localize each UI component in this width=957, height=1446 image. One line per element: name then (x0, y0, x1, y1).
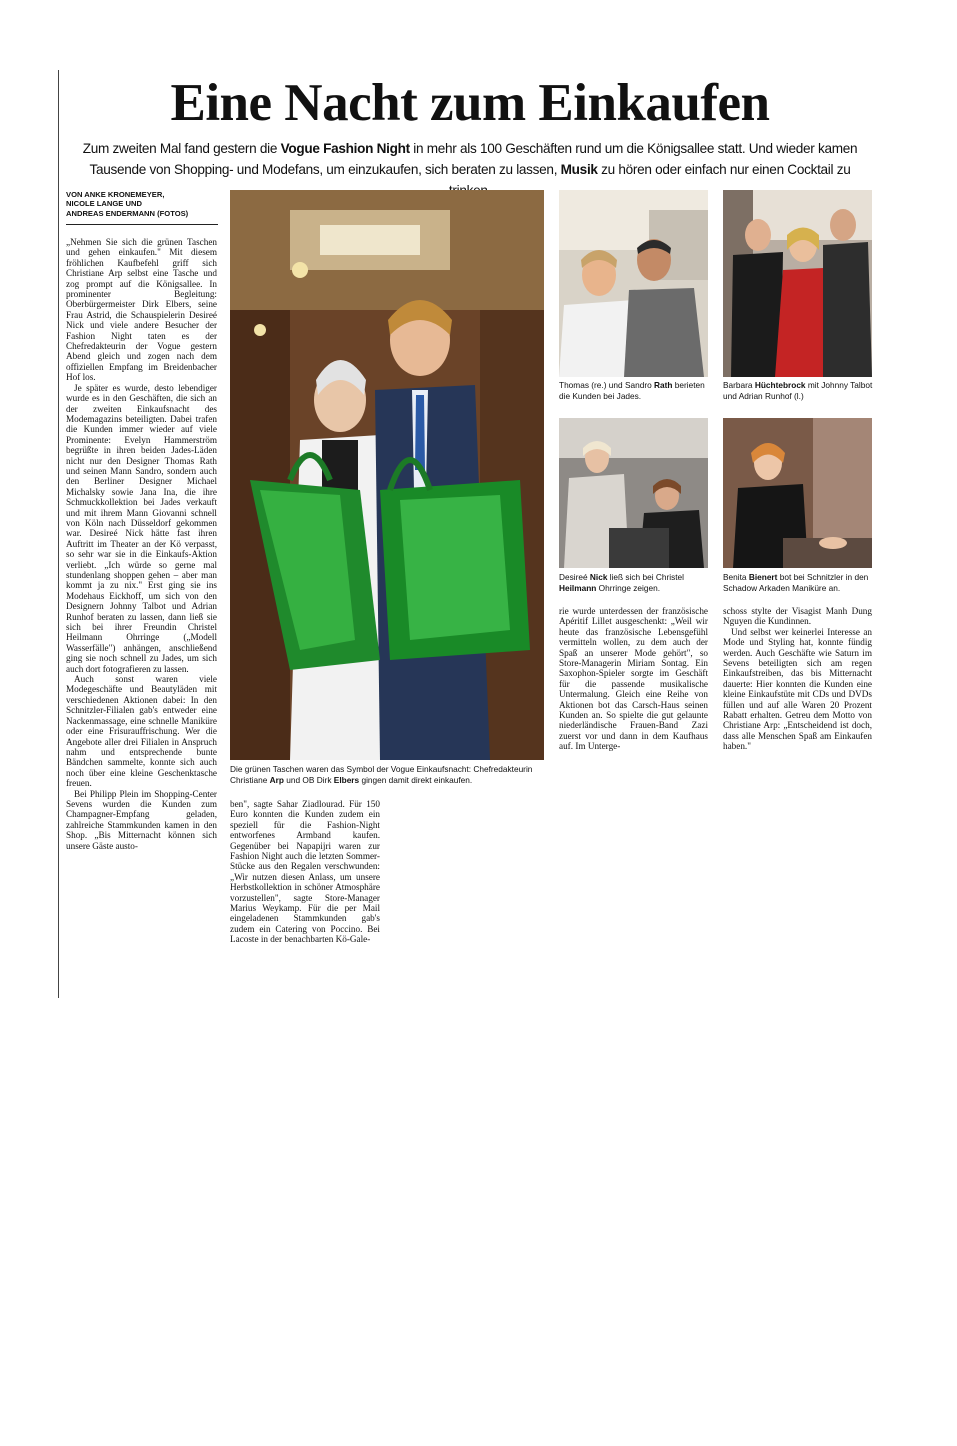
photo-rath (559, 190, 708, 377)
bold-run: Rath (654, 380, 673, 390)
main-photo (230, 190, 544, 760)
main-photo-caption: Die grünen Taschen waren das Symbol der Vogue Einkaufsnacht: Chefredakteurin Christiane Arp und OB Dirk Elbers gingen damit direkt einkaufen. (230, 764, 533, 785)
paragraph: „Nehmen Sie sich die grünen Taschen und gehen einkaufen." Mit diesem fröhlichen Kaufbefehl griff sich Christiane Arp selbst eine Tasche und zog prompt auf die Königsallee. In prominenter Begleitung: Oberbürgermeister Dirk Elbers, seine Frau Astrid, die Schauspielerin Desireé Nick und viele andere Besucher der Fashion Night taten es der Chefredakteurin der Vogue gestern Abend gleich und zogen nach dem offiziellen Empfang im Breidenbacher Hof los. (66, 237, 217, 383)
paragraph: rie wurde unterdessen der französische Apéritif Lillet ausgeschenkt: „Weil wir heute das französische Lebensgefühl vermitteln wollen, zu dem auch der Spaß an unserer Mode gehört", so Store-Managerin Miriam Sontag. Ein Saxophon-Spieler sorgte im Geschäft für die passende musikalische Untermalung. Gleich eine Reihe von Aktionen bot das Carsch-Haus seinen Kunden an. So spielte die gut gelaunte niederländische Frauen-Band Zazi zuerst vor und dann in dem Kaufhaus auf. Im Unterge- (559, 606, 708, 752)
body-column-4 (723, 606, 872, 752)
bold-run: Bienert (748, 572, 778, 582)
photo-huechtebrock (723, 190, 872, 377)
bold-run: Elbers (333, 774, 360, 785)
bold-run: Heilmann (559, 582, 597, 593)
bold-run: Arp (269, 774, 284, 785)
paragraph: schoss stylte der Visagist Manh Dung Nguyen die Kundinnen. (723, 606, 872, 627)
paragraph: Und selbst wer keinerlei Interesse an Mode und Styling hat, konnte fündig werden. Auch Geschäfte wie Saturn im Sevens beteiligten sich am regen Einkaufstreiben, das bis Mitternacht dauerte: Hier konnten die Kunden eine kleine Einkaufstüte mit CDs und DVDs füllen und auf alle Waren 20 Prozent Rabatt erhalten. Getreu dem Motto von Christiane Arp: „Entscheidend ist doch, dass alle Menschen Spaß am Einkaufen haben." (723, 626, 872, 752)
caption-bienert: Benita Bienert bot bei Schnitzler in den Schadow Arkaden Maniküre an. (723, 572, 869, 593)
paragraph: Bei Philipp Plein im Shopping-Center Sevens wurden die Kunden zum Champagner-Empfang geladen, zahlreiche Stammkunden kamen in den Shop. „Bis Mitternacht können sich unsere Gäste austo- (66, 788, 217, 851)
body-column-1 (66, 237, 217, 851)
headline: Eine Nacht zum Einkaufen (170, 74, 770, 132)
paragraph: ben", sagte Sahar Ziadlourad. Für 150 Euro konnten die Kunden zudem ein speziell für die Fashion-Night entworfenes Armband kaufen. Gegenüber bei Napapijri waren zur Fashion Night auch die letzten Sommer-Stücke aus den Regalen verschwunden: „Wir nutzen diesen Anlass, um unsere Herbstkollektion in schöner Atmosphäre vorzustellen", sagte Store-Manager Marius Weykamp. Für die per Mail eingeladenen Stammkunden gab's zudem ein Catering von Poccino. Bei Lacoste in der benachbarten Kö-Gale- (230, 799, 380, 945)
paragraph: Je später es wurde, desto lebendiger wurde es in den Geschäften, die sich an der zweiten Einkaufsnacht des Modemagazins beteiligten. Dabei trafen die Kunden immer wieder auf viele Prominente: Evelyn Hammerström begrüßte in ihren beiden Jades-Läden nicht nur den Designer Thomas Rath und seinen Mann Sandro, sondern auch den Berliner Designer Michael Michalsky sowie Jana Ina, die ihre Schmuckkollektion bei Jades verkauft und mit ihrem Mann Giovanni schnell von Köln nach Düsseldorf gekommen war. Desireé Nick hätte fast ihren Auftritt im Theater an der Kö verpasst, so sehr war sie in die Einkaufs-Aktion verliebt. „Ich würde so gerne mal stundenlang shoppen gehen – aber man kommt ja zu nix." Erst ging sie ins Modehaus Eickhoff, um sich von den Designern Johnny Talbot und Adrian Runhof beraten zu lassen, dann ließ sie sich bei ihrer Freundin Christel Heilmann Ohrringe („Modell Wasserfälle") anhängen, anschließend ging sie noch schnell zu Jades, um sich auch dort fotografieren zu lassen. (66, 382, 217, 674)
caption-nick: Desireé Nick ließ sich bei Christel Heilmann Ohrringe zeigen. (559, 572, 684, 593)
body-column-2 (230, 799, 380, 945)
caption-huechtebrock: Barbara Hüchtebrock mit Johnny Talbot und Adrian Runhof (l.) (723, 380, 873, 401)
byline-rule (66, 224, 218, 225)
photo-bienert (723, 418, 872, 568)
byline-line: VON ANKE KRONEMEYER, (66, 190, 165, 199)
caption-rath: Thomas (re.) und Sandro Rath berieten die Kunden bei Jades. (559, 380, 705, 401)
left-margin-rule (58, 70, 59, 998)
bold-run: Vogue Fashion Night (280, 141, 410, 156)
bold-run: Nick (589, 572, 608, 582)
body-column-3 (559, 606, 708, 752)
photo-nick (559, 418, 708, 568)
byline-line: NICOLE LANGE UND (66, 199, 142, 209)
bold-run: Musik (560, 162, 598, 177)
byline (66, 190, 216, 218)
byline-line: ANDREAS ENDERMANN (FOTOS) (66, 208, 189, 218)
bold-run: Hüchtebrock (754, 380, 806, 390)
deck: Zum zweiten Mal fand gestern die Vogue Fashion Night in mehr als 100 Geschäften rund um die Königsallee statt. Und wieder kamen Tausende von Shopping- und Modefans, um einzukaufen, sich beraten zu lassen, Musik zu hören oder einfach nur einen Cocktail zu (82, 141, 858, 177)
paragraph: Auch sonst waren viele Modegeschäfte und Beautyläden mit verschiedenen Aktionen dabei: In den Schnitzler-Filialen gab's entweder eine Nackenmassage, eine schnelle Maniküre oder eine Frisurauffrischung. Wer die Angebote aller drei Filialen in Anspruch nahm und entsprechende bunte Bändchen sammelte, konnte sich auch noch über eine kleine Geschenktasche freuen. (66, 674, 217, 789)
